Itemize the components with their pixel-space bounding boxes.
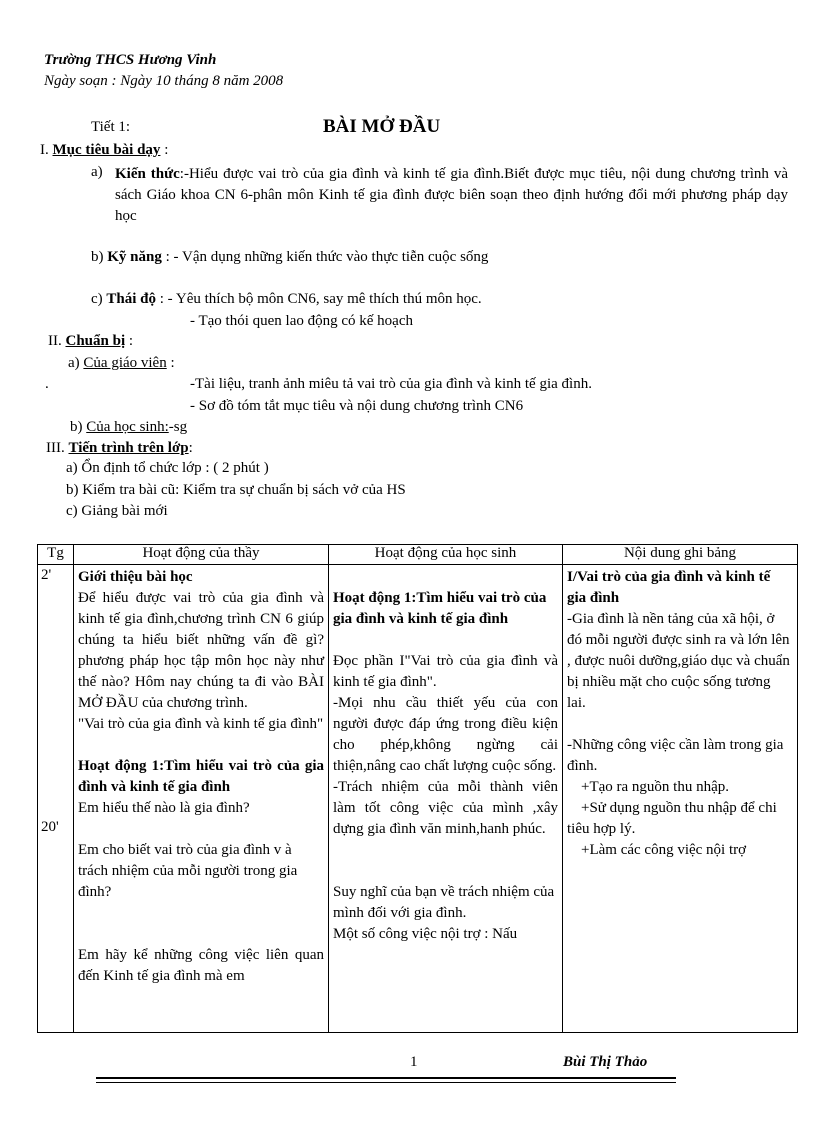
teacher-activity-cell bbox=[74, 565, 329, 1033]
footer-rule-thin bbox=[96, 1082, 676, 1083]
preparation-date: Ngày soạn : Ngày 10 tháng 8 năm 2008 bbox=[44, 73, 284, 89]
page-number: 1 bbox=[410, 1054, 418, 1070]
teacher-activity-heading: Hoạt động 1:Tìm hiểu vai trò của gia đình và kinh tế gia đình bbox=[78, 758, 324, 795]
objective-skills bbox=[91, 249, 488, 266]
student-answer-2: -Mọi nhu cầu thiết yếu của con người được đáp ứng trong điều kiện cho phép,không ngừng cải thiện,nâng cao chất lượng cuộc sống. bbox=[333, 695, 558, 774]
section-numeral: I. bbox=[40, 142, 49, 158]
teacher-question-3: Em hãy kể những công việc liên quan đến Kinh tế gia đình mà em bbox=[78, 947, 324, 984]
intro-quote: "Vai trò của gia đình và kinh tế gia đình" bbox=[78, 716, 324, 732]
column-header-board: Nội dung ghi bảng bbox=[563, 545, 798, 565]
board-point-1: -Gia đình là nền tảng của xã hội, ở đó mỗi người được sinh ra và lớn lên , được nuôi dưỡng,giáo dục và chuẩn bị nhiều mặt cho cuộc sống tương lai. bbox=[567, 611, 790, 711]
student-answer-3: -Trách nhiệm của mỗi thành viên làm tốt công việc của mình ,xây dựng gia đình văn minh,hanh phúc. bbox=[333, 779, 558, 837]
time-intro: 2' bbox=[41, 567, 52, 583]
objective-a-marker: a) bbox=[91, 164, 103, 180]
column-header-time: Tg bbox=[38, 545, 74, 565]
section-colon: : bbox=[164, 142, 169, 158]
board-item-3: +Làm các công việc nội trợ bbox=[581, 842, 747, 858]
stray-dot: . bbox=[45, 376, 49, 392]
school-name: Trường THCS Hương Vinh bbox=[44, 52, 217, 68]
preparation-teacher-label: Của giáo viên bbox=[83, 355, 167, 371]
table-header-row bbox=[38, 545, 798, 565]
objective-attitude-text: : - Yêu thích bộ môn CN6, say mê thích thú môn học. bbox=[159, 291, 482, 307]
preparation-teacher-colon: : bbox=[170, 355, 175, 371]
time-activity-1: 20' bbox=[41, 819, 59, 835]
section-title: Tiến trình trên lớp bbox=[68, 440, 189, 456]
objective-knowledge-label: Kiến thức bbox=[115, 166, 180, 182]
author-name: Bùi Thị Thảo bbox=[563, 1054, 648, 1070]
preparation-student-label: Của học sinh: bbox=[86, 419, 169, 435]
section-objectives-heading bbox=[40, 142, 168, 159]
section-title: Mục tiêu bài dạy bbox=[52, 142, 161, 158]
student-activity-heading: Hoạt động 1:Tìm hiểu vai trò của gia đình và kinh tế gia đình bbox=[333, 590, 547, 627]
intro-heading: Giới thiệu bài học bbox=[78, 569, 193, 585]
objective-knowledge bbox=[115, 164, 788, 227]
procedure-step-c: c) Giảng bài mới bbox=[66, 503, 168, 519]
footer-rule bbox=[96, 1077, 676, 1079]
section-procedure-heading bbox=[46, 440, 193, 457]
procedure-step-a: a) Ổn định tổ chức lớp : ( 2 phút ) bbox=[66, 460, 269, 476]
board-item-1: +Tạo ra nguồn thu nhập. bbox=[581, 779, 730, 795]
objective-skills-marker: b) bbox=[91, 249, 104, 265]
student-answer-4: Suy nghĩ của bạn về trách nhiệm của mình đối với gia đình. bbox=[333, 884, 555, 921]
teacher-question-2: Em cho biết vai trò của gia đình v à trách nhiệm của mỗi người trong gia đình? bbox=[78, 842, 298, 900]
section-title: Chuẩn bị bbox=[65, 333, 126, 349]
preparation-student-marker: b) bbox=[70, 419, 83, 435]
student-answer-1: Đọc phần I"Vai trò của gia đình và kinh tế gia đình". bbox=[333, 653, 558, 690]
lesson-title: BÀI MỞ ĐẦU bbox=[323, 116, 441, 137]
section-numeral: III. bbox=[46, 440, 65, 456]
teacher-question-1: Em hiểu thế nào là gia đình? bbox=[78, 800, 250, 816]
column-header-teacher: Hoạt động của thầy bbox=[74, 545, 329, 565]
objective-attitude-text-2: - Tạo thói quen lao động có kế hoạch bbox=[190, 313, 413, 329]
table-row bbox=[38, 565, 798, 1033]
objective-attitude-label: Thái độ bbox=[106, 291, 157, 307]
section-preparation-heading bbox=[48, 333, 133, 350]
procedure-step-b: b) Kiểm tra bài cũ: Kiểm tra sự chuẩn bị sách vở của HS bbox=[66, 482, 406, 498]
column-header-student: Hoạt động của học sinh bbox=[329, 545, 563, 565]
student-answer-5: Một số công việc nội trợ : Nấu bbox=[333, 926, 518, 942]
student-activity-cell bbox=[329, 565, 563, 1033]
teacher-material-1: -Tài liệu, tranh ảnh miêu tả vai trò của gia đình và kinh tế gia đình. bbox=[190, 376, 592, 392]
board-content-cell bbox=[563, 565, 798, 1033]
section-colon: : bbox=[188, 440, 193, 456]
objective-attitude-marker: c) bbox=[91, 291, 103, 307]
section-numeral: II. bbox=[48, 333, 62, 349]
teacher-material-2: - Sơ đồ tóm tắt mục tiêu và nội dung chương trình CN6 bbox=[190, 398, 524, 414]
lesson-plan-table bbox=[37, 544, 798, 1033]
board-heading: I/Vai trò của gia đình và kinh tế gia đình bbox=[567, 569, 771, 606]
objective-skills-text: : - Vận dụng những kiến thức vào thực tiễn cuộc sống bbox=[165, 249, 489, 265]
preparation-teacher-marker: a) bbox=[68, 355, 80, 371]
objective-knowledge-text: :-Hiểu được vai trò của gia đình và kinh tế gia đình.Biết được mục tiêu, nội dung chương trình và sách Giáo khoa CN 6-phân môn Kinh tế gia đình được biên soạn theo định hướng đổi mới phương pháp dạy học bbox=[115, 166, 788, 224]
preparation-student-text: -sg bbox=[168, 419, 188, 435]
preparation-student bbox=[70, 419, 187, 436]
preparation-teacher bbox=[68, 355, 175, 372]
objective-skills-label: Kỹ năng bbox=[107, 249, 162, 265]
period-label: Tiết 1: bbox=[91, 119, 131, 135]
section-colon: : bbox=[128, 333, 134, 349]
objective-attitude bbox=[91, 291, 482, 308]
time-cell bbox=[38, 565, 74, 1033]
board-item-2: +Sử dụng nguồn thu nhập để chi tiêu hợp lý. bbox=[567, 800, 777, 837]
intro-text: Để hiểu được vai trò của gia đình và kinh tế gia đình,chương trình CN 6 giúp chúng ta hiểu biết những vấn đề gì? phương pháp học tập môn học này như thế nào? Hôm nay chúng ta đi vào BÀI MỞ ĐẦU của chương trình. bbox=[78, 590, 324, 711]
board-point-2: -Những công việc cần làm trong gia đình. bbox=[567, 737, 784, 774]
